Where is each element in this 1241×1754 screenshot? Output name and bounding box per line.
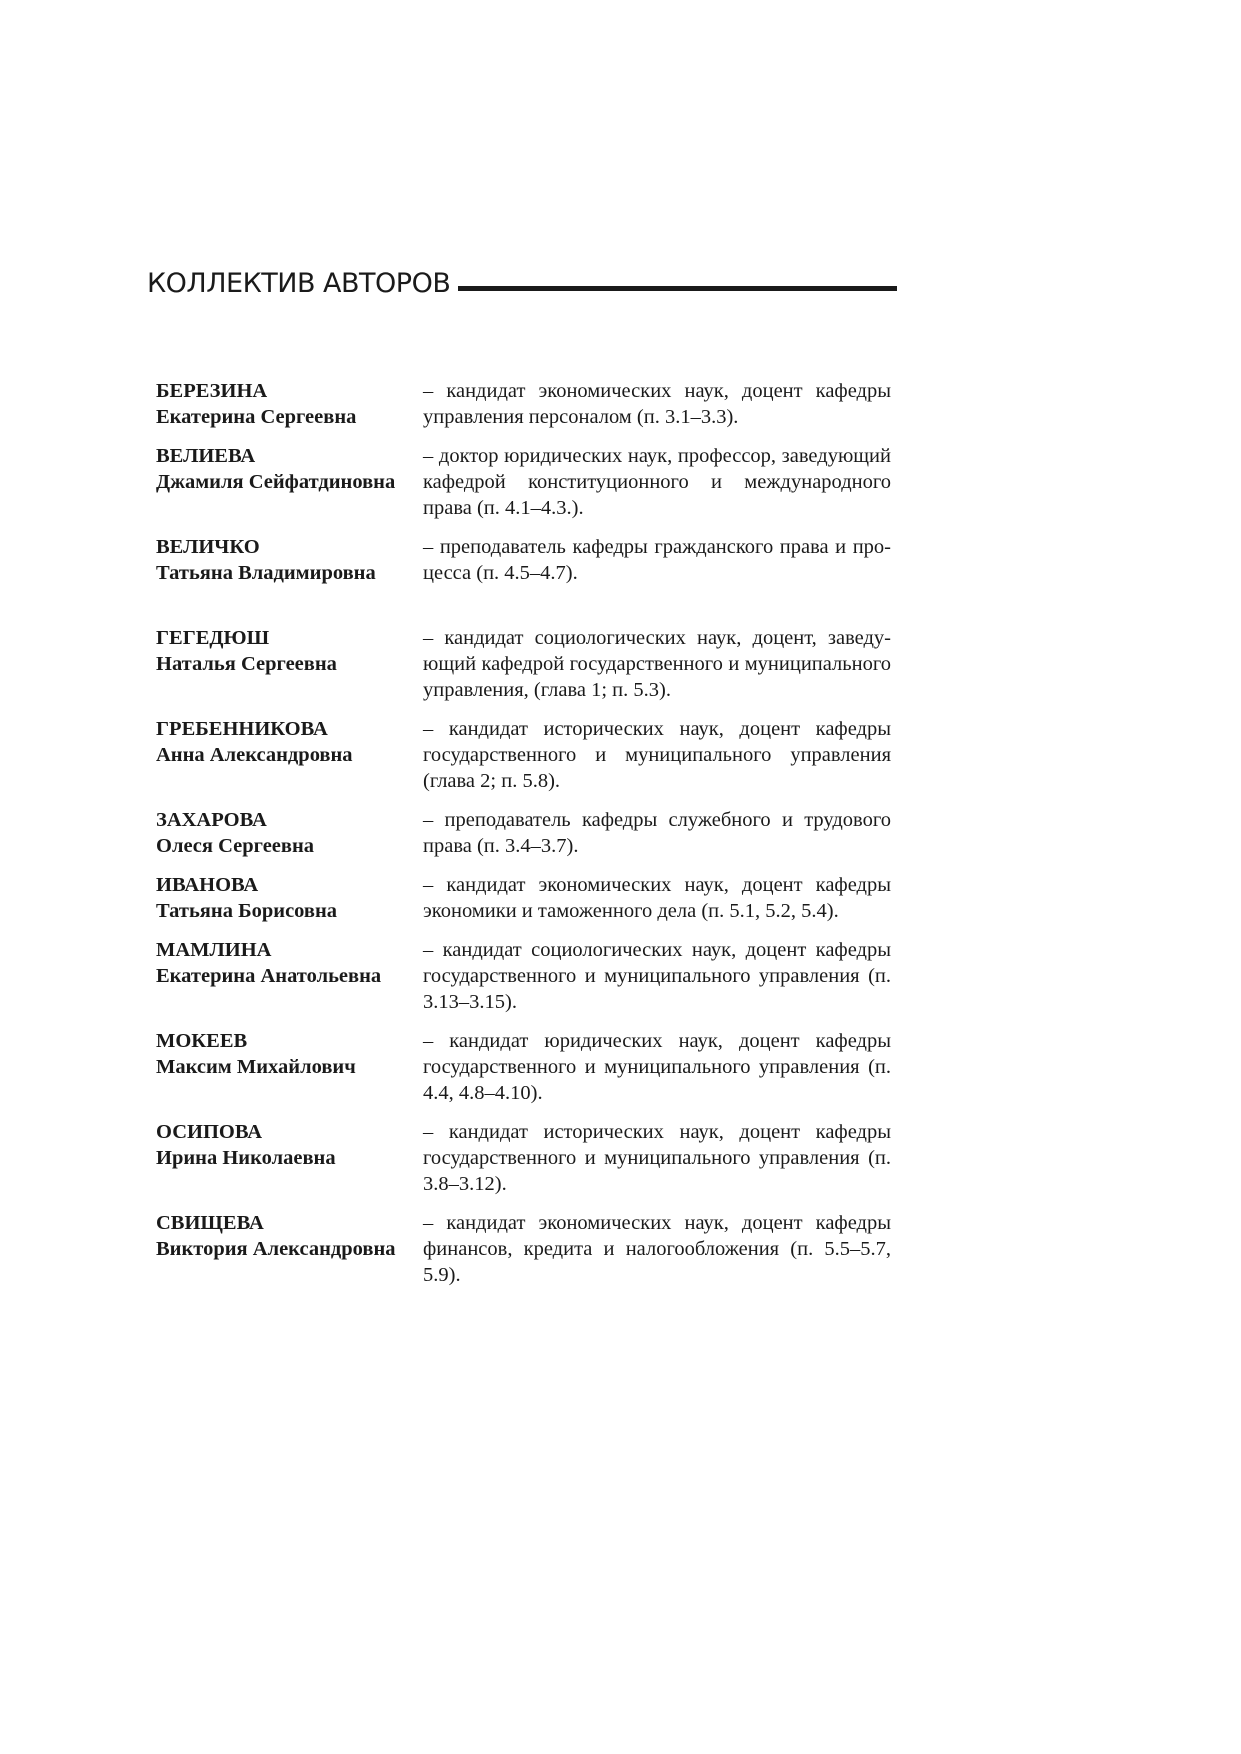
author-name xyxy=(156,937,423,1015)
authors-list xyxy=(156,378,891,1301)
author-entry xyxy=(156,1210,891,1288)
author-surname: ИВАНОВА xyxy=(156,874,259,896)
author-name xyxy=(156,443,423,521)
author-description: – кандидат социологических наук, доцент, заведующий кафедрой государственного и муниципального управления, (глава 1; п. 5.3). xyxy=(423,627,891,701)
author-surname: ГРЕБЕННИКОВА xyxy=(156,718,328,740)
author-entry xyxy=(156,872,891,924)
author-name xyxy=(156,625,423,703)
author-description: – кандидат социологических наук, доцент кафедры государственного и муниципального управления (п. 3.13–3.15). xyxy=(423,939,891,1013)
author-surname: МАМЛИНА xyxy=(156,939,272,961)
author-given-names: Екатерина Сергеевна xyxy=(156,406,357,428)
author-entry xyxy=(156,807,891,859)
author-surname: ВЕЛИЕВА xyxy=(156,445,256,467)
author-entry xyxy=(156,716,891,794)
author-surname: СВИЩЕВА xyxy=(156,1212,264,1234)
author-name xyxy=(156,716,423,794)
author-surname: БЕРЕЗИНА xyxy=(156,380,268,402)
author-description: – преподаватель кафедры служебного и трудового права (п. 3.4–3.7). xyxy=(423,809,891,857)
author-name xyxy=(156,534,423,586)
author-given-names: Виктория Александровна xyxy=(156,1238,396,1260)
author-given-names: Наталья Сергеевна xyxy=(156,653,337,675)
author-surname: МОКЕЕВ xyxy=(156,1030,248,1052)
author-name xyxy=(156,872,423,924)
author-description: – кандидат исторических наук, доцент кафедры государственного и муниципального управления (п. 3.8–3.12). xyxy=(423,1121,891,1195)
author-name xyxy=(156,1119,423,1197)
author-surname: ГЕГЕДЮШ xyxy=(156,627,270,649)
section-heading xyxy=(147,268,897,299)
author-name xyxy=(156,1028,423,1106)
author-given-names: Ирина Николаевна xyxy=(156,1147,336,1169)
author-given-names: Екатерина Анатольевна xyxy=(156,965,382,987)
author-description: – кандидат исторических наук, доцент кафедры государственного и муниципального управления (глава 2; п. 5.8). xyxy=(423,718,891,792)
author-entry xyxy=(156,1119,891,1197)
author-entry xyxy=(156,443,891,521)
author-given-names: Джамиля Сейфатдиновна xyxy=(156,471,396,493)
author-description: – кандидат экономических наук, доцент кафедры управления персоналом (п. 3.1–3.3). xyxy=(423,380,891,428)
author-entry xyxy=(156,378,891,430)
author-name xyxy=(156,378,423,430)
heading-title: КОЛЛЕКТИВ АВТОРОВ xyxy=(147,268,451,299)
author-entry xyxy=(156,1028,891,1106)
author-entry xyxy=(156,625,891,703)
author-entry xyxy=(156,937,891,1015)
author-description: – кандидат экономических наук, доцент кафедры финансов, кредита и налогообложения (п. 5.5–5.7, 5.9). xyxy=(423,1212,891,1286)
author-given-names: Максим Михайлович xyxy=(156,1056,356,1078)
heading-rule xyxy=(458,286,897,291)
author-surname: ОСИПОВА xyxy=(156,1121,263,1143)
author-given-names: Татьяна Борисовна xyxy=(156,900,338,922)
author-name xyxy=(156,1210,423,1288)
author-name xyxy=(156,807,423,859)
author-description: – преподаватель кафедры гражданского права и процесса (п. 4.5–4.7). xyxy=(423,536,891,584)
author-given-names: Татьяна Владимировна xyxy=(156,562,376,584)
author-entry xyxy=(156,534,891,586)
author-description: – кандидат экономических наук, доцент кафедры экономики и таможенного дела (п. 5.1, 5.2, 5.4). xyxy=(423,874,891,922)
author-given-names: Анна Александровна xyxy=(156,744,353,766)
author-surname: ЗАХАРОВА xyxy=(156,809,267,831)
author-description: – доктор юридических наук, профессор, заведующий кафедрой конституционного и международного права (п. 4.1–4.3.). xyxy=(423,445,891,519)
author-surname: ВЕЛИЧКО xyxy=(156,536,260,558)
author-description: – кандидат юридических наук, доцент кафедры государственного и муниципального управления (п. 4.4, 4.8–4.10). xyxy=(423,1030,891,1104)
author-given-names: Олеся Сергеевна xyxy=(156,835,315,857)
